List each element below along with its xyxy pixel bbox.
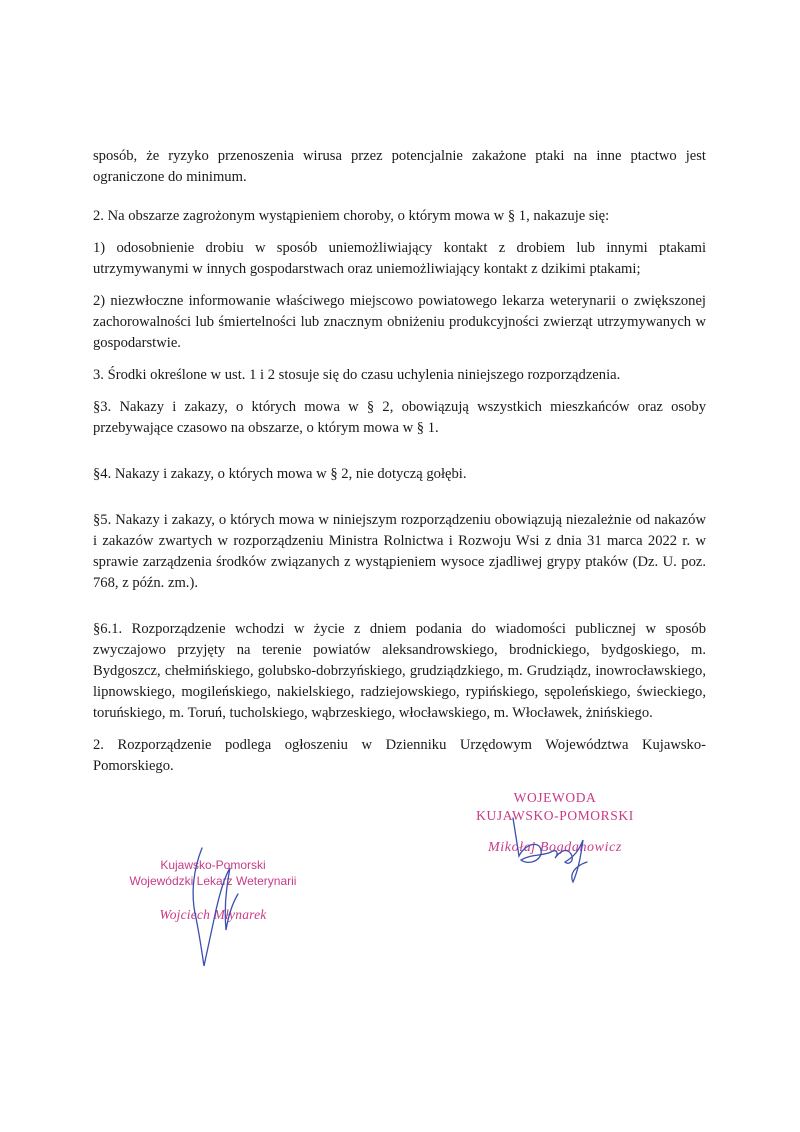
paragraph-par-5: §5. Nakazy i zakazy, o których mowa w niniejszym rozporządzeniu obowiązują niezależnie od nakazów i zakazów zwartych w rozporządzeniu Ministra Rolnictwa i Rozwoju Wsi z dnia 31 marca 2022 r. w sprawie zarządzenia środków związanych z wystąpieniem wysoce zjadliwej grypy ptaków (Dz. U. poz. 768, z późn. zm.). <box>93 512 706 591</box>
gov-stamp-name: Mikołaj Bogdanowicz <box>488 840 622 855</box>
paragraph-continuation: sposób, że ryzyko przenoszenia wirusa przez potencjalnie zakażone ptaki na inne ptactwo jest ograniczone do minimum. <box>93 148 706 185</box>
paragraph-point-2: 2) niezwłoczne informowanie właściwego miejscowo powiatowego lekarza weterynarii o zwiększonej zachorowalności lub śmiertelności lub znacznym obniżeniu produkcyjności zwierząt utrzymywanych w gospodarstwie. <box>93 293 706 351</box>
paragraph-par-4: §4. Nakazy i zakazy, o których mowa w § 2, nie dotyczą gołębi. <box>93 466 467 482</box>
gov-stamp-line2: KUJAWSKO-POMORSKI <box>476 808 634 823</box>
paragraph-par-6-2: 2. Rozporządzenie podlega ogłoszeniu w Dzienniku Urzędowym Województwa Kujawsko-Pomorskiego. <box>93 737 706 774</box>
vet-stamp-line2: Wojewódzki Lekarz Weterynarii <box>129 874 297 888</box>
paragraph-par-6-1: §6.1. Rozporządzenie wchodzi w życie z dniem podania do wiadomości publicznej w sposób zwyczajowo przyjęty na terenie powiatów aleksandrowskiego, brodnickiego, bydgoskiego, m. Bydgoszcz, chełmińskiego, golubsko-dobrzyńskiego, grudziądzkiego, m. Grudziądz, inowrocławskiego, lipnowskiego, mogileńskiego, nakielskiego, radziejowskiego, rypińskiego, sępoleńskiego, świeckiego, toruńskiego, m. Toruń, tucholskiego, wąbrzeskiego, włocławskiego, m. Włocławek, żnińskiego. <box>93 621 706 721</box>
vet-officer-stamp <box>118 857 308 923</box>
vet-stamp-line1: Kujawsko-Pomorski <box>160 858 266 872</box>
governor-stamp <box>455 789 655 857</box>
document-body <box>93 146 706 777</box>
paragraph-section-3: 3. Środki określone w ust. 1 i 2 stosuje się do czasu uchylenia niniejszego rozporządzenia. <box>93 367 621 383</box>
gov-stamp-line1: WOJEWODA <box>513 790 597 805</box>
paragraph-section-2: 2. Na obszarze zagrożonym wystąpieniem choroby, o którym mowa w § 1, nakazuje się: <box>93 208 610 224</box>
paragraph-par-3: §3. Nakazy i zakazy, o których mowa w § 2, obowiązują wszystkich mieszkańców oraz osoby przebywające czasowo na obszarze, o którym mowa w § 1. <box>93 399 706 436</box>
vet-stamp-name: Wojciech Młynarek <box>159 907 267 922</box>
paragraph-point-1: 1) odosobnienie drobiu w sposób uniemożliwiający kontakt z drobiem lub innymi ptakami utrzymywanymi w innych gospodarstwach oraz uniemożliwiający kontakt z dzikimi ptakami; <box>93 240 706 277</box>
